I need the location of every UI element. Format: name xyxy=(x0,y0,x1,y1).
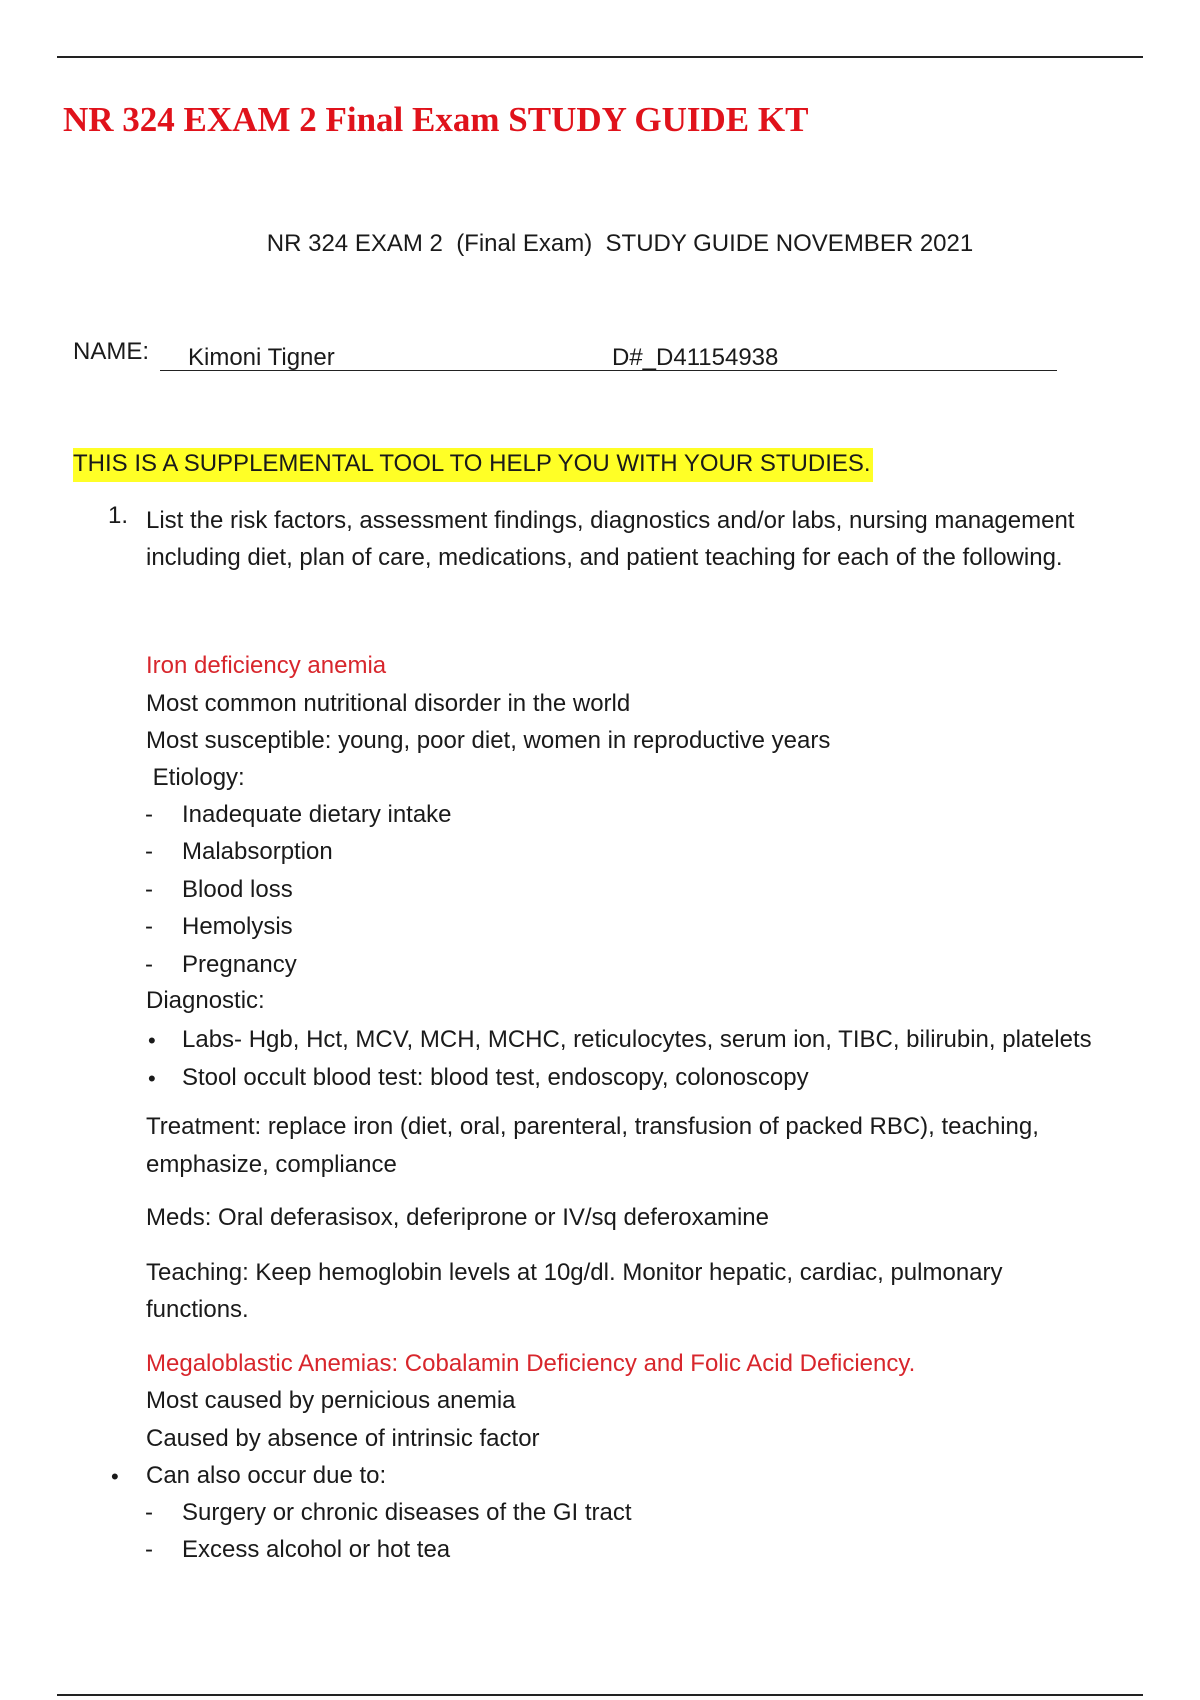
document-subtitle: NR 324 EXAM 2 (Final Exam) STUDY GUIDE NOVEMBER 2021 xyxy=(266,230,974,257)
dash-marker: - xyxy=(145,838,153,865)
megaloblastic-line-1: Most caused by pernicious anemia xyxy=(146,1387,516,1414)
etiology-item: Malabsorption xyxy=(182,838,333,865)
bullet-marker: • xyxy=(148,1028,156,1053)
etiology-item: Blood loss xyxy=(182,876,293,903)
question-text: List the risk factors, assessment findings, diagnostics and/or labs, nursing management including diet, plan of care, medications, and patient teaching for each of the following. xyxy=(146,507,1075,571)
bullet-marker: • xyxy=(111,1464,119,1489)
etiology-item: Hemolysis xyxy=(182,913,293,940)
iron-line-2: Most susceptible: young, poor diet, women in reproductive years xyxy=(146,727,831,754)
diagnostic-label: Diagnostic: xyxy=(146,987,265,1014)
cause-item: Surgery or chronic diseases of the GI tract xyxy=(182,1499,632,1526)
dash-marker: - xyxy=(145,876,153,903)
teaching-line-2: functions. xyxy=(146,1296,249,1323)
highlighted-notice: THIS IS A SUPPLEMENTAL TOOL TO HELP YOU WITH YOUR STUDIES. xyxy=(73,448,873,482)
etiology-item: Inadequate dietary intake xyxy=(182,801,452,828)
name-row xyxy=(73,338,1073,374)
dash-marker: - xyxy=(145,1499,153,1526)
section-heading-megaloblastic: Megaloblastic Anemias: Cobalamin Deficiency and Folic Acid Deficiency. xyxy=(146,1350,916,1377)
diagnostic-item: Stool occult blood test: blood test, endoscopy, colonoscopy xyxy=(182,1064,809,1091)
diagnostic-item: Labs- Hgb, Hct, MCV, MCH, MCHC, reticulocytes, serum ion, TIBC, bilirubin, platelets xyxy=(182,1026,1092,1053)
question-number: 1. xyxy=(108,502,129,529)
iron-line-1: Most common nutritional disorder in the world xyxy=(146,690,631,717)
dash-marker: - xyxy=(145,951,153,978)
dash-marker: - xyxy=(145,1536,153,1563)
meds-line: Meds: Oral deferasisox, deferiprone or IV/sq deferoxamine xyxy=(146,1204,769,1231)
etiology-item: Pregnancy xyxy=(182,951,297,978)
megaloblastic-line-2: Caused by absence of intrinsic factor xyxy=(146,1425,540,1452)
section-heading-iron: Iron deficiency anemia xyxy=(146,652,387,679)
etiology-label: Etiology: xyxy=(146,764,245,791)
bullet-marker: • xyxy=(148,1066,156,1091)
top-rule xyxy=(57,56,1143,58)
cause-item: Excess alcohol or hot tea xyxy=(182,1536,451,1563)
bottom-rule xyxy=(57,1694,1143,1696)
teaching-line-1: Teaching: Keep hemoglobin levels at 10g/dl. Monitor hepatic, cardiac, pulmonary xyxy=(146,1259,1003,1286)
treatment-line-1: Treatment: replace iron (diet, oral, parenteral, transfusion of packed RBC), teaching, xyxy=(146,1113,1039,1140)
document-title: NR 324 EXAM 2 Final Exam STUDY GUIDE KT xyxy=(63,100,809,139)
dash-marker: - xyxy=(145,913,153,940)
megaloblastic-bullet: Can also occur due to: xyxy=(146,1462,387,1489)
name-label: NAME: xyxy=(73,338,150,365)
dash-marker: - xyxy=(145,801,153,828)
treatment-line-2: emphasize, compliance xyxy=(146,1151,397,1178)
student-name: Kimoni Tigner xyxy=(188,344,335,371)
student-id: D#_D41154938 xyxy=(612,344,779,371)
